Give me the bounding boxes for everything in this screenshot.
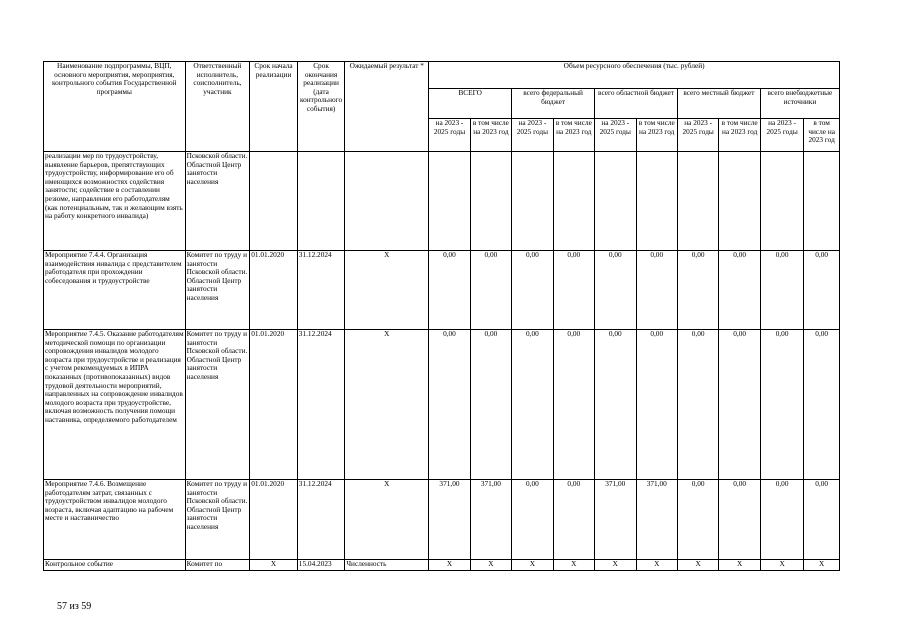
- row-value: 0,00: [804, 251, 840, 330]
- header-funding: Объем ресурсного обеспечения (тыс. рублей): [429, 62, 840, 89]
- row-value: 0,00: [595, 330, 636, 480]
- row-responsible: Псковской области. Областной Центр занятости населения: [185, 152, 250, 251]
- row-result: Х: [345, 480, 429, 560]
- row-value: 0,00: [470, 251, 511, 330]
- row-value: [429, 152, 470, 251]
- header-period: на 2023 - 2025 годы: [595, 119, 636, 152]
- row-responsible: Комитет по труду и занятости Псковской области. Областной Центр занятости населения: [185, 251, 250, 330]
- row-value: 0,00: [719, 330, 760, 480]
- row-result: [345, 152, 429, 251]
- row-name: реализации мер по трудоустройству, выявление барьеров, препятствующих трудоустройству, информирование его об имеющихся возможностях содействия занятости; содействие в составлении резюме, направления его работодателям (как потенциальным, так и желающим взять на работу конкретного инвалида): [44, 152, 186, 251]
- row-value: Х: [636, 560, 677, 571]
- row-value: 0,00: [429, 251, 470, 330]
- row-value: 0,00: [719, 480, 760, 560]
- row-result: Численность: [345, 560, 429, 571]
- row-value: Х: [512, 560, 553, 571]
- header-period: на 2023 - 2025 годы: [760, 119, 803, 152]
- row-value: 0,00: [553, 251, 594, 330]
- header-group-regional: всего областной бюджет: [595, 89, 678, 119]
- header-period: на 2023 - 2025 годы: [677, 119, 718, 152]
- row-start: 01.01.2020: [250, 480, 298, 560]
- row-value: 371,00: [429, 480, 470, 560]
- table-row: [44, 480, 840, 560]
- row-responsible: Комитет по труду и занятости Псковской области. Областной Центр занятости населения: [185, 330, 250, 480]
- row-result: Х: [345, 251, 429, 330]
- header-name: Наименование подпрограммы, ВЦП, основного мероприятия, мероприятия, контрольного события Государственной программы: [44, 62, 186, 152]
- row-value: 0,00: [760, 480, 803, 560]
- row-value: 0,00: [512, 330, 553, 480]
- row-value: 0,00: [553, 330, 594, 480]
- row-value: Х: [470, 560, 511, 571]
- row-name: Мероприятие 7.4.4. Организация взаимодействия инвалида с представителем работодателя при прохождении собеседования и трудоустройстве: [44, 251, 186, 330]
- row-value: 0,00: [553, 480, 594, 560]
- resource-table: [43, 61, 840, 571]
- table-row: [44, 560, 840, 571]
- header-group-total: ВСЕГО: [429, 89, 512, 119]
- table-row: [44, 152, 840, 251]
- row-value: [595, 152, 636, 251]
- row-start: 01.01.2020: [250, 330, 298, 480]
- header-responsible: Ответственный исполнитель, соисполнитель, участник: [185, 62, 250, 152]
- row-result: Х: [345, 330, 429, 480]
- table-row: [44, 251, 840, 330]
- row-value: Х: [429, 560, 470, 571]
- row-value: [677, 152, 718, 251]
- row-value: [804, 152, 840, 251]
- row-value: 0,00: [470, 330, 511, 480]
- row-value: 0,00: [804, 330, 840, 480]
- row-value: 0,00: [677, 480, 718, 560]
- row-value: Х: [553, 560, 594, 571]
- row-value: 0,00: [429, 330, 470, 480]
- row-end: 31.12.2024: [297, 251, 345, 330]
- row-value: 0,00: [760, 251, 803, 330]
- row-value: 0,00: [636, 251, 677, 330]
- row-value: Х: [760, 560, 803, 571]
- row-value: 0,00: [512, 251, 553, 330]
- row-start: [250, 152, 298, 251]
- row-value: 0,00: [636, 330, 677, 480]
- header-period: на 2023 - 2025 годы: [429, 119, 470, 152]
- row-value: Х: [719, 560, 760, 571]
- header-year: в том числе на 2023 год: [719, 119, 760, 152]
- row-start: 01.01.2020: [250, 251, 298, 330]
- row-value: Х: [595, 560, 636, 571]
- row-name: Мероприятие 7.4.6. Возмещение работодателям затрат, связанных с трудоустройством инвалидов молодого возраста, включая адаптацию на рабочем месте и наставничество: [44, 480, 186, 560]
- row-value: 371,00: [595, 480, 636, 560]
- row-value: 371,00: [470, 480, 511, 560]
- row-value: Х: [804, 560, 840, 571]
- page-number: 57 из 59: [57, 601, 92, 612]
- header-start: Срок начала реализации: [250, 62, 298, 152]
- row-value: 0,00: [760, 330, 803, 480]
- row-value: 0,00: [804, 480, 840, 560]
- row-value: [553, 152, 594, 251]
- row-responsible: Комитет по труду и занятости Псковской области. Областной Центр занятости населения: [185, 480, 250, 560]
- row-responsible: Комитет по: [185, 560, 250, 571]
- row-value: 0,00: [595, 251, 636, 330]
- row-end: 31.12.2024: [297, 480, 345, 560]
- header-period: на 2023 - 2025 годы: [512, 119, 553, 152]
- table-body: [44, 152, 840, 571]
- header-result: Ожидаемый результат *: [345, 62, 429, 152]
- header-group-local: всего местный бюджет: [677, 89, 760, 119]
- row-end: [297, 152, 345, 251]
- row-value: [512, 152, 553, 251]
- header-year: в том числе на 2023 год: [470, 119, 511, 152]
- row-value: [760, 152, 803, 251]
- row-value: [470, 152, 511, 251]
- row-end: 15.04.2023: [297, 560, 345, 571]
- row-end: 31.12.2024: [297, 330, 345, 480]
- header-year: в том числе на 2023 год: [636, 119, 677, 152]
- row-value: 371,00: [636, 480, 677, 560]
- row-value: [719, 152, 760, 251]
- row-value: 0,00: [677, 251, 718, 330]
- header-year: в том числе на 2023 год: [804, 119, 840, 152]
- row-value: [636, 152, 677, 251]
- row-value: Х: [677, 560, 718, 571]
- row-value: 0,00: [512, 480, 553, 560]
- row-value: 0,00: [677, 330, 718, 480]
- header-group-federal: всего федеральный бюджет: [512, 89, 595, 119]
- row-value: 0,00: [719, 251, 760, 330]
- table-header: [44, 62, 840, 152]
- header-year: в том числе на 2023 год: [553, 119, 594, 152]
- row-start: Х: [250, 560, 298, 571]
- header-end: Срок окончания реализации (дата контрольного события): [297, 62, 345, 152]
- table-row: [44, 330, 840, 480]
- header-group-extra: всего внебюджетные источники: [760, 89, 839, 119]
- row-name: Мероприятие 7.4.5. Оказание работодателям методической помощи по организации сопровождения инвалидов молодого возраста при трудоустройстве и реализация с учетом рекомендуемых в ИПРА показанных (противопоказанных) видов трудовой деятельности мероприятий, направленных на сопровождение инвалидов молодого возраста при трудоустройстве, включая возможность получения помощи наставника, определяемого работодателем: [44, 330, 186, 480]
- row-name: Контрольное событие: [44, 560, 186, 571]
